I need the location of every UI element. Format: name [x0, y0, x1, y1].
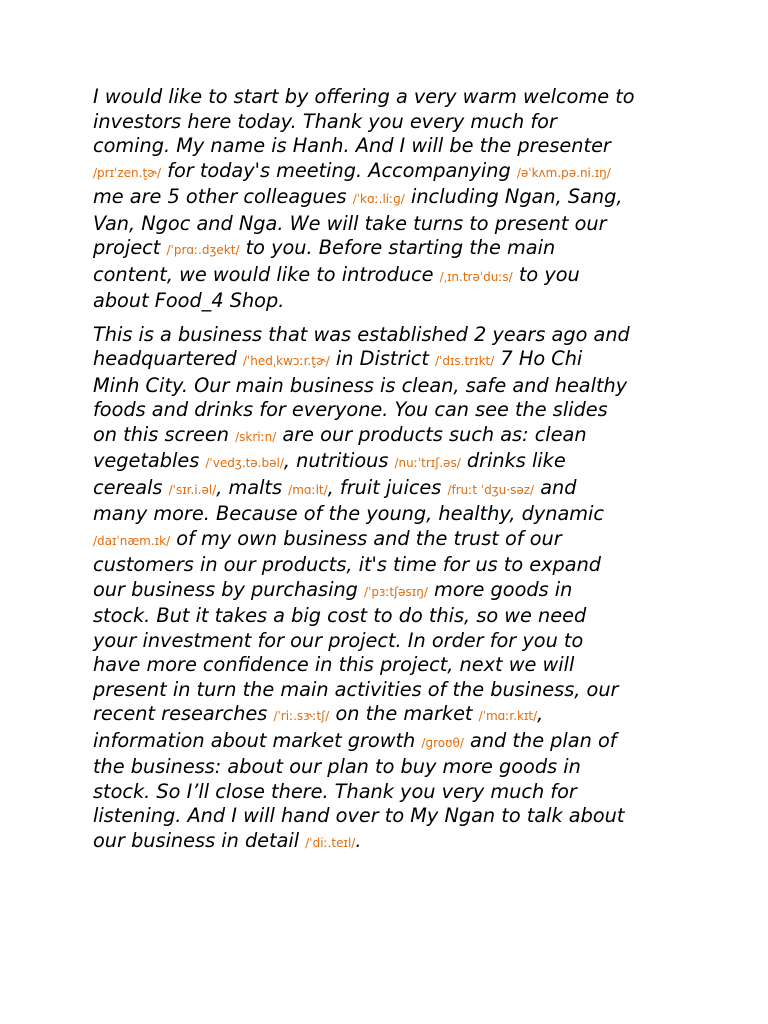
body-text: , malts [216, 475, 289, 499]
document-page [93, 85, 693, 864]
body-text: and many more. Because of the young, healthy, dynamic [93, 475, 605, 525]
body-text: , nutritious [283, 449, 395, 472]
body-text: , fruit juices [327, 475, 448, 499]
body-text: to you. Before starting the main content, we would like to introduce [93, 236, 556, 286]
body-text: me are 5 other colleagues [93, 185, 347, 208]
body-text: 7 Ho Chi Minh City. Our main business is clean, safe and healthy foods and drinks for everyone. You can see the slides on this screen [93, 347, 628, 446]
ipa-transcription: /ˈprɑː.dʒekt/ [166, 243, 240, 257]
paragraph-business [93, 323, 693, 856]
ipa-transcription: /ˈdiː.teɪl/ [305, 835, 356, 850]
ipa-transcription: /ˈmɑːr.kɪt/ [478, 709, 538, 723]
body-text: for today's meeting. Accompanying [161, 158, 517, 182]
paragraph-intro [93, 85, 693, 314]
body-text: This is a business that was established 2 years ago and headquartered [93, 322, 630, 370]
ipa-transcription: /ˈriː.sɝːtʃ/ [273, 709, 330, 723]
ipa-transcription: /mɑːlt/ [288, 482, 328, 497]
body-text: and the plan of the business: about our plan to buy more goods in stock. So I’ll close there. Thank you very much for listening. And I will hand over to My Ngan to talk about our business in detail [93, 728, 625, 852]
body-text: I would like to start by offering a very warm welcome to investors here today. Thank you every much for coming. My name is Hanh. And I will be the presenter [93, 85, 635, 157]
ipa-transcription: /daɪˈnæm.ɪk/ [93, 533, 171, 548]
ipa-transcription: /ˈpɜːtʃəsɪŋ/ [364, 584, 428, 599]
ipa-transcription: /ˌɪn.trəˈduːs/ [439, 269, 513, 284]
body-text: including Ngan, Sang, Van, Ngoc and Nga. We will take turns to present our project [93, 185, 623, 259]
body-text: drinks like cereals [93, 449, 566, 499]
body-text: . [355, 828, 362, 852]
body-text: on the market [329, 702, 479, 725]
ipa-transcription: /nuːˈtrɪʃ.əs/ [394, 456, 461, 470]
body-text: to you about Food_4 Shop. [93, 262, 580, 312]
ipa-transcription: /ˈsɪr.i.əl/ [168, 482, 217, 497]
ipa-transcription: /ˈvedʒ.tə.bəl/ [205, 456, 284, 470]
ipa-transcription: /ˈdɪs.trɪkt/ [435, 354, 495, 368]
body-text: of my own business and the trust of our customers in our products, it's time for us to expand our business by purchasing [93, 526, 602, 601]
ipa-transcription: /skriːn/ [235, 429, 277, 444]
body-text: are our products such as: clean vegetables [93, 422, 587, 472]
body-text: , information about market growth [93, 702, 544, 752]
ipa-transcription: /ɡroʊθ/ [421, 735, 464, 750]
ipa-transcription: /ˈhedˌkwɔːr.t̬ɚ/ [242, 354, 330, 368]
ipa-transcription: /prɪˈzen.t̬ɚ/ [93, 165, 162, 180]
ipa-transcription: /fruːt ˈdʒu·səz/ [447, 482, 535, 497]
ipa-transcription: /əˈkʌm.pə.ni.ɪŋ/ [516, 165, 611, 180]
body-text: in District [329, 347, 436, 370]
body-text: more goods in stock. But it takes a big cost to do this, so we need your investment for our project. In order for you to have more confidence in this project, next we will present in turn the main activities of the business, our recent researches [93, 577, 619, 725]
ipa-transcription: /ˈkɑː.liːɡ/ [352, 192, 405, 206]
